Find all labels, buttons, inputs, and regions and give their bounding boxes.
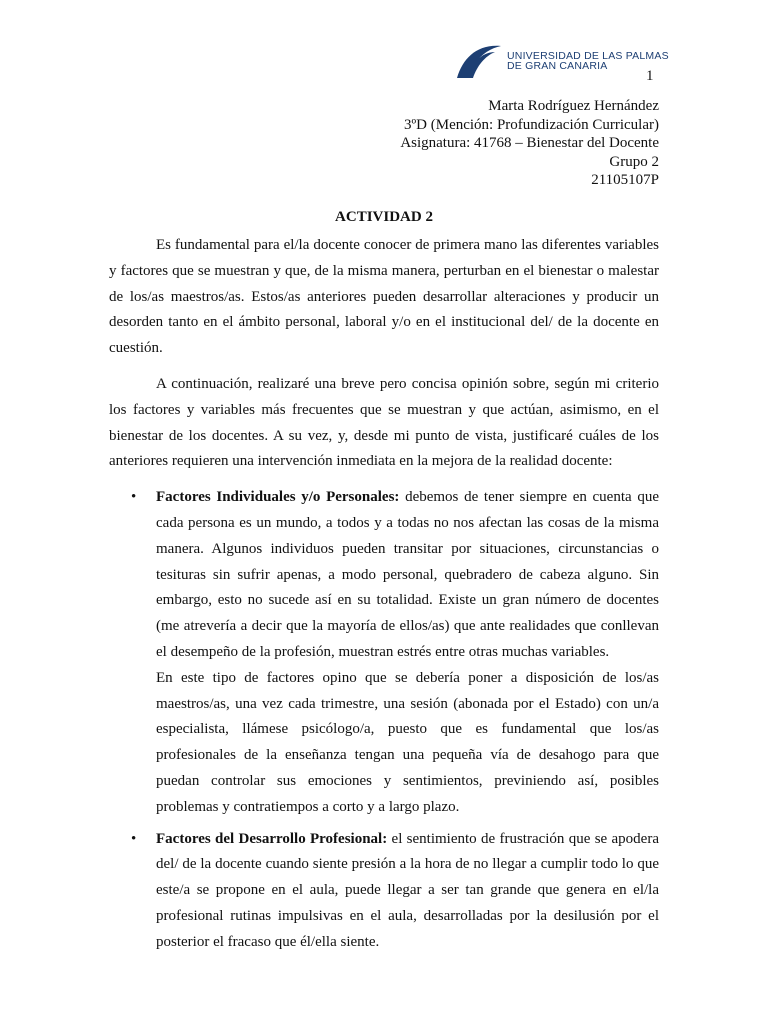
factor-list [109, 485, 659, 955]
paragraph: Es fundamental para el/la docente conocer de primera mano las diferentes variables y factores que se muestran y que, de la misma manera, perturban en el bienestar o malestar de los/as maestros/as. Estos/as anteriores pueden desarrollar alteraciones y producir un desorden tanto en el ámbito personal, laboral y/o en el institucional del/ de la docente en cuestión. [109, 237, 659, 357]
logo-line2: DE GRAN CANARIA [507, 60, 608, 72]
author-header [400, 97, 659, 190]
paragraph: A continuación, realizaré una breve pero concisa opinión sobre, según mi criterio los factores y variables más frecuentes que se muestran y que actúan, asimismo, en el bienestar de los docentes. A su vez, y, desde mi punto de vista, justificaré cuáles de los anteriores requieren una intervención inmediata en la mejora de la realidad docente: [109, 375, 659, 470]
list-item-text [156, 827, 659, 956]
list-item-body: el sentimiento de frustración que se apodera del/ de la docente cuando siente presión a la hora de no llegar a cumplir todo lo que este/a se propone en el aula, puede llegar a ser tan grande que genera en el/la profesional rutinas impulsivas en el aula, desarrolladas por la desilusión por el posterior el fracaso que él/ella siente. [156, 830, 659, 950]
document-body [109, 233, 659, 962]
group-info: Grupo 2 [609, 153, 659, 170]
bullet-icon: • [131, 489, 137, 506]
list-item-text [156, 485, 659, 666]
list-item-body: debemos de tener siempre en cuenta que cada persona es un mundo, a todos y a todas no nos afectan las cosas de la misma manera. Algunos individuos pueden transitar por situaciones, circunstancias o tesituras sin sufrir apenas, a modo personal, quebradero de cabeza alguno. Sin embargo, esto no sucede así en su totalidad. Existe un gran número de docentes (me atrevería a decir que la mayoría de ellos/as) que ante realidades que conllevan el desempeño de la profesión, muestran estrés entre otras muchas variables. [156, 489, 659, 660]
logo-line1: UNIVERSIDAD DE LAS PALMAS [507, 50, 669, 62]
document-title: ACTIVIDAD 2 [335, 209, 433, 225]
list-item [109, 827, 659, 956]
student-id: 21105107P [591, 172, 659, 189]
list-item-lead: Factores Individuales y/o Personales: [156, 489, 400, 506]
subject-info: Asignatura: 41768 – Bienestar del Docente [400, 135, 659, 152]
list-item-extra: En este tipo de factores opino que se debería poner a disposición de los/as maestros/as, una vez cada trimestre, una sesión (abonada por el Estado) con un/a especialista, llámese psicólogo/a, puesto que es fundamental que los/as profesionales de la enseñanza tengan una pequeña vía de desahogo para que puedan controlar sus emociones y sentimientos, previniendo así, posibles problemas y contratiempos a corto y a largo plazo. [156, 669, 659, 815]
bullet-icon: • [131, 830, 137, 847]
logo-text [507, 51, 669, 71]
author-name: Marta Rodríguez Hernández [488, 98, 659, 114]
course-info: 3ºD (Mención: Profundización Curricular) [404, 116, 659, 133]
list-item [109, 485, 659, 820]
page-number: 1 [646, 68, 654, 84]
list-item-lead: Factores del Desarrollo Profesional: [156, 830, 388, 847]
university-logo [455, 40, 669, 80]
logo-swoosh-icon [455, 40, 507, 80]
